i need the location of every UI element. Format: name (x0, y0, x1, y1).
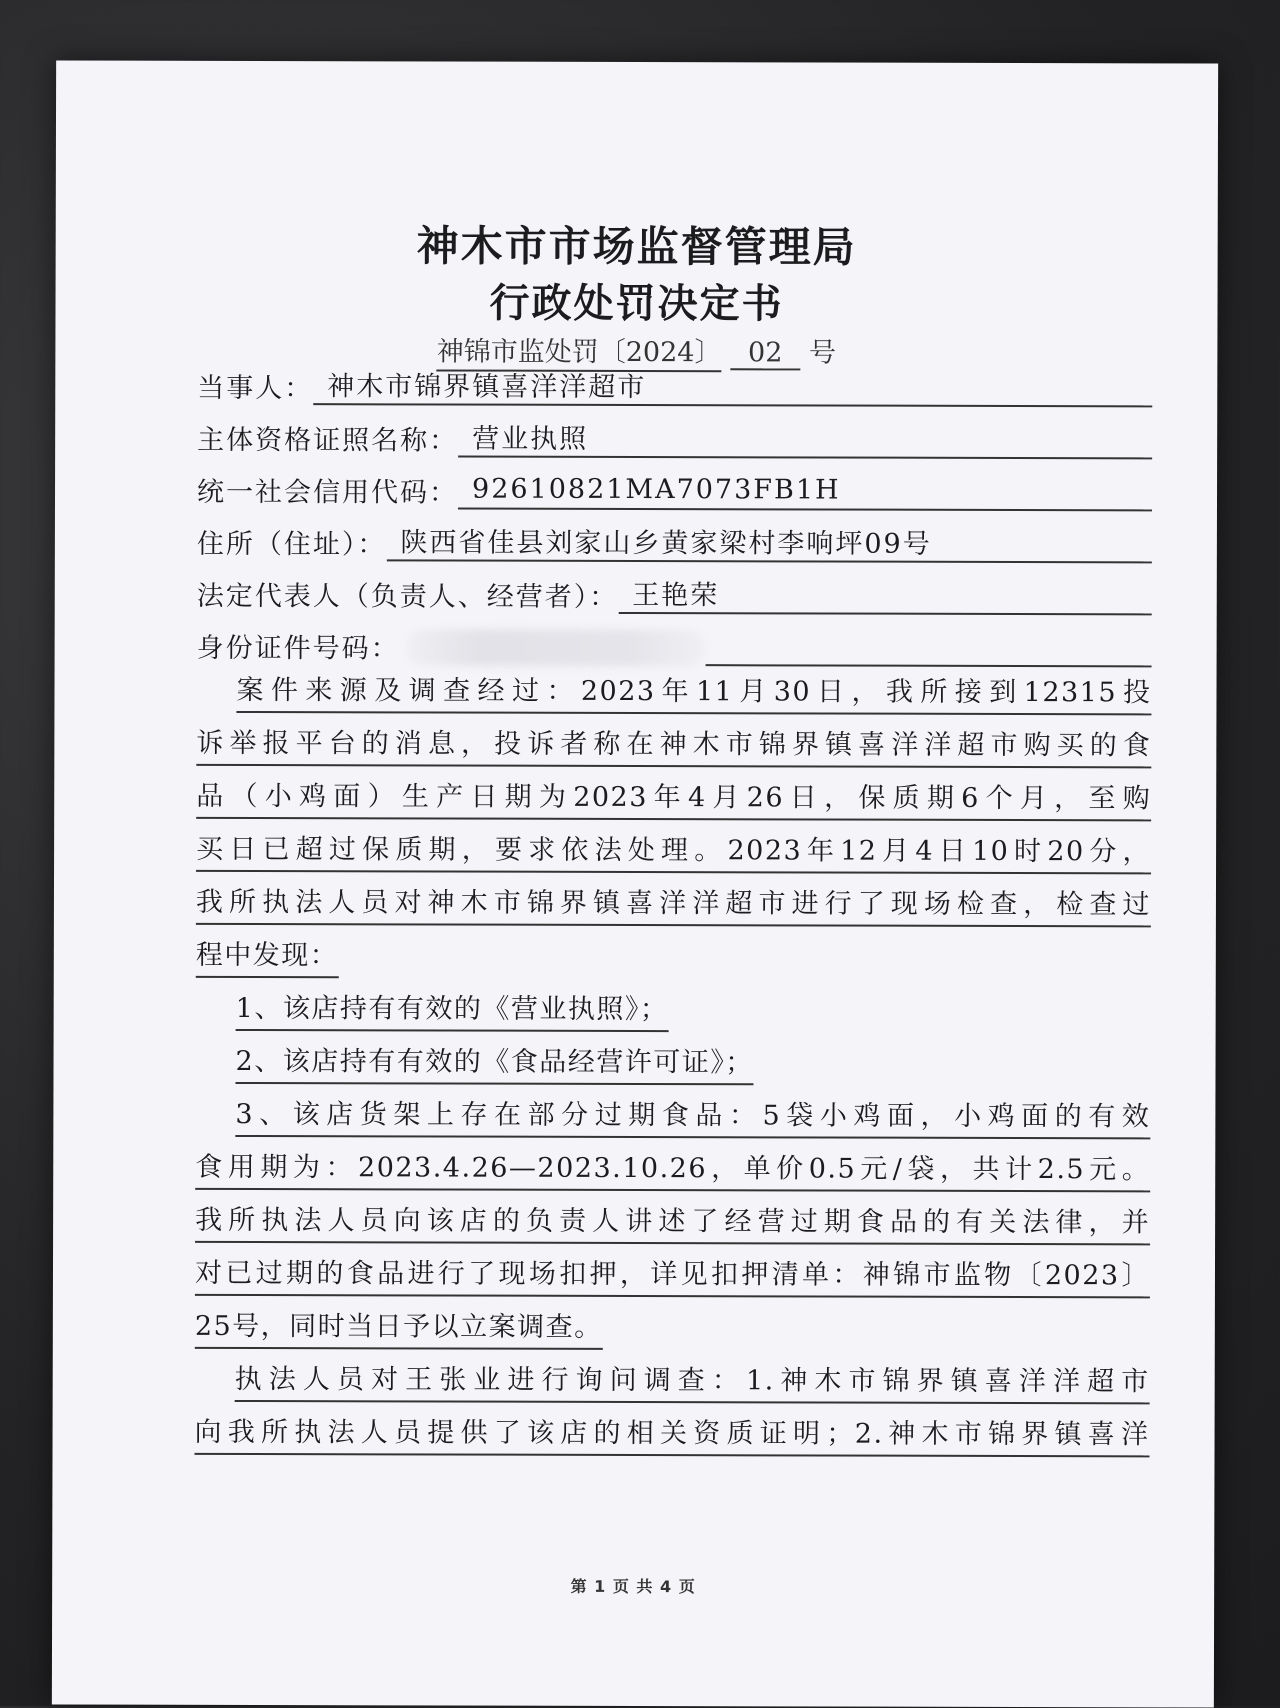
body-line: 向我所执法人员提供了该店的相关资质证明；2.神木市锦界镇喜洋 (195, 1413, 1150, 1458)
field-label: 当事人： (197, 372, 314, 405)
org-title: 神木市市场监督管理局 (416, 221, 857, 272)
field-legal-rep (197, 573, 1152, 616)
doc-number: 02 (730, 337, 800, 370)
document-title: 行政处罚决定书 (489, 280, 784, 328)
field-id-number (197, 625, 1152, 668)
field-address (197, 521, 1152, 564)
field-label: 住所（住址）： (196, 528, 387, 561)
field-value (706, 630, 1152, 667)
page-footer: 第 1 页 共 4 页 (570, 1576, 696, 1597)
field-label: 主体资格证照名称： (197, 424, 459, 457)
body-line: 对已过期的食品进行了现场扣押，详见扣押清单：神锦市监物〔2023〕 (195, 1254, 1150, 1299)
list-item: 1、该店持有有效的《营业执照》； (236, 989, 669, 1032)
field-party (197, 365, 1152, 408)
body-line: 品（小鸡面）生产日期为2023年4月26日，保质期6个月，至购 (196, 777, 1151, 822)
body-line: 我所执法人员对神木市锦界镇喜洋洋超市进行了现场检查，检查过 (196, 883, 1151, 928)
body-line: 程中发现： (196, 936, 339, 978)
body-line: 买日已超过保质期，要求依法处理。2023年12月4日10时20分， (196, 830, 1151, 875)
field-license-name (197, 417, 1152, 460)
doc-suffix: 号 (808, 337, 837, 369)
field-value: 王艳荣 (618, 573, 1152, 615)
list-item: 2、该店持有有效的《食品经营许可证》； (235, 1042, 753, 1085)
body-line: 执法人员对王张业进行询问调查：1.神木市锦界镇喜洋洋超市 (235, 1360, 1150, 1404)
body-line: 3、该店货架上存在部分过期食品：5袋小鸡面，小鸡面的有效 (235, 1095, 1150, 1139)
field-label: 法定代表人（负责人、经营者）： (196, 580, 619, 613)
body-line: 诉举报平台的消息，投诉者称在神木市锦界镇喜洋洋超市购买的食 (196, 724, 1151, 769)
field-label: 身份证件号码： (196, 632, 400, 665)
doc-prefix: 神锦市监处罚〔2024〕 (437, 336, 722, 372)
body-line: 案件来源及调查经过：2023年11月30日，我所接到12315投 (236, 671, 1151, 715)
field-credit-code (197, 469, 1152, 512)
body-line: 我所执法人员向该店的负责人讲述了经营过期食品的有关法律，并 (195, 1201, 1150, 1246)
body-line: 食用期为：2023.4.26—2023.10.26，单价0.5元/袋，共计2.5元。 (195, 1148, 1150, 1193)
field-label: 统一社会信用代码： (196, 476, 459, 509)
redacted-blur (406, 629, 706, 666)
field-value: 营业执照 (458, 417, 1152, 460)
field-value: 陕西省佳县刘家山乡黄家梁村李响坪09号 (386, 520, 1152, 563)
field-value: 92610821MA7073FB1H (458, 474, 1152, 512)
body-line: 25号，同时当日予以立案调查。 (195, 1307, 603, 1350)
document-page (52, 60, 1218, 1707)
field-value: 神木市锦界镇喜洋洋超市 (313, 364, 1152, 407)
